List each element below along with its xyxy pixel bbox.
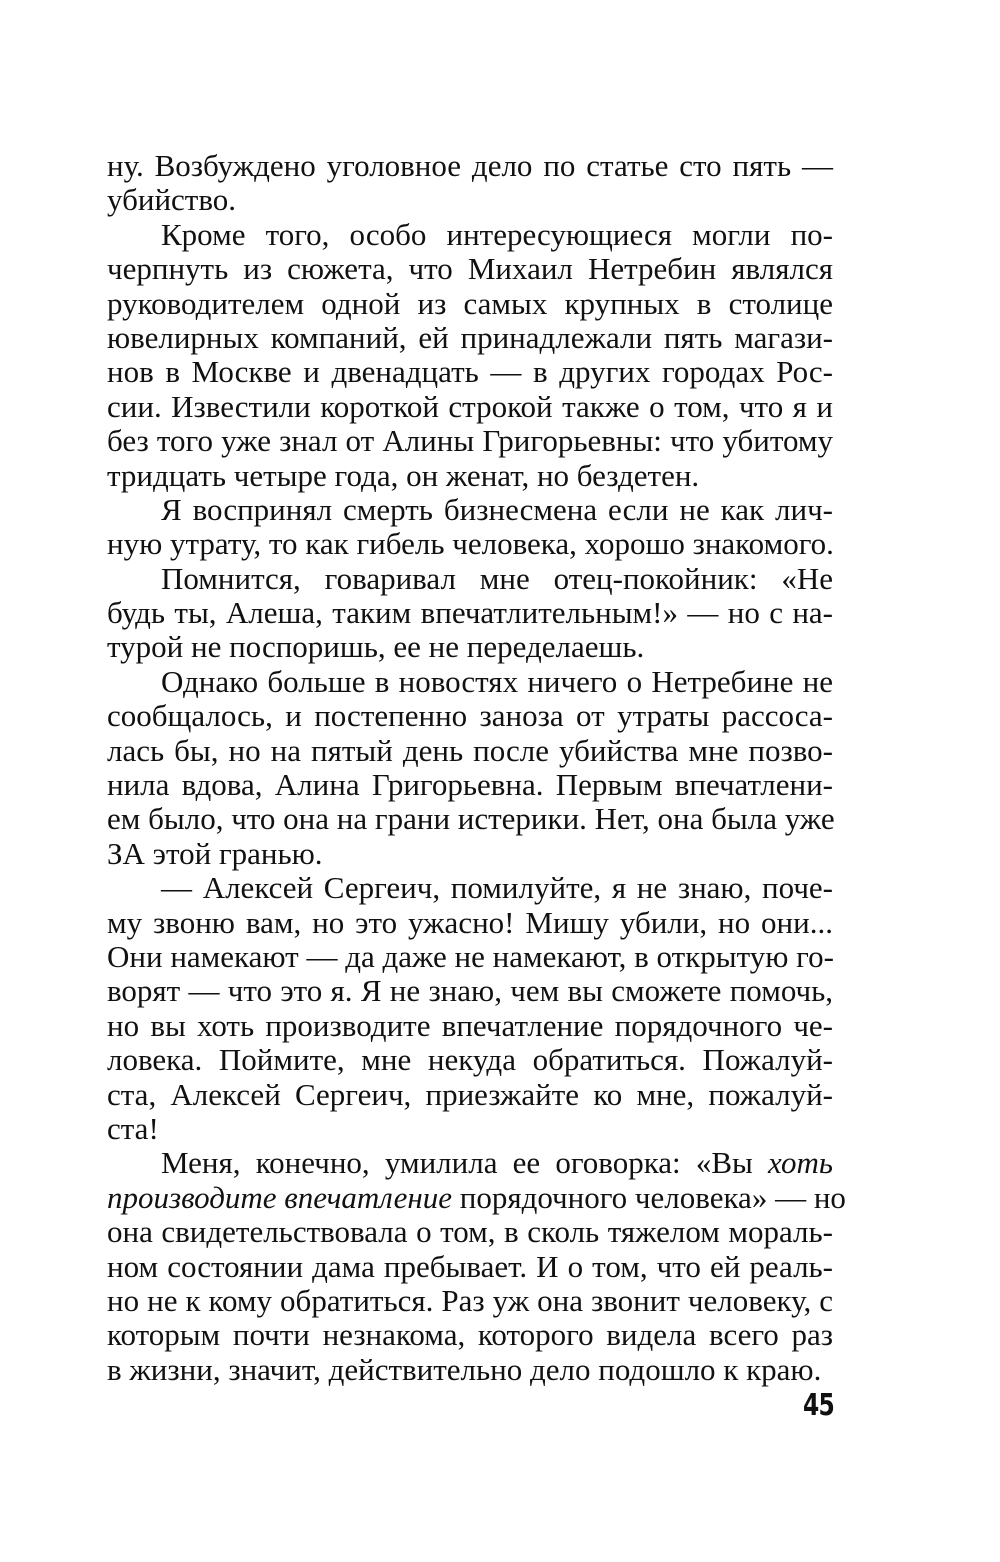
text-span: Я воспринял смерть бизнесмена если не как лич-: [161, 491, 833, 527]
text-span: нила вдова, Алина Григорьевна. Первым впечатлени-: [107, 767, 833, 803]
text-line: [107, 596, 833, 630]
text-line: [107, 1146, 833, 1180]
text-line: [107, 424, 833, 458]
text-line: [107, 906, 833, 940]
text-span: ворят — что это я. Я не знаю, чем вы сможете помочь,: [107, 973, 833, 1009]
text-span: тридцать четыре года, он женат, но бездетен.: [107, 457, 700, 493]
text-line: [107, 1043, 833, 1077]
text-line: [107, 562, 833, 596]
text-span: ловека. Поймите, мне некуда обратиться. Пожалуй-: [107, 1042, 833, 1078]
text-line: [107, 734, 833, 768]
text-span: порядочного человека» — но: [451, 1179, 846, 1215]
text-line: [107, 940, 833, 974]
text-span: ювелирных компаний, ей принадлежали пять магази-: [107, 319, 833, 355]
text-span: Помнится, говаривал мне отец-покойник: «Не: [161, 560, 833, 596]
text-span: ста!: [107, 1110, 159, 1146]
text-span: будь ты, Алеша, таким впечатлительным!» — но с на-: [107, 595, 833, 631]
text-line: [107, 149, 833, 183]
text-span: которым почти незнакома, которого видела всего раз: [107, 1317, 833, 1353]
text-span: руководителем одной из самых крупных в столице: [107, 285, 833, 321]
text-span: но вы хоть производите впечатление порядочного че-: [107, 1007, 833, 1043]
text-line: [107, 1179, 846, 1215]
text-line: [107, 1353, 833, 1387]
text-span: Они намекают — да даже не намекают, в открытую го-: [107, 938, 834, 974]
body-text: [107, 148, 846, 1387]
text-line: [107, 493, 833, 527]
text-span: сии. Известили короткой строкой также о том, что я и: [107, 388, 833, 424]
text-line: [107, 871, 833, 905]
text-line: [107, 1112, 833, 1146]
text-span: сообщалось, и постепенно заноза от утраты рассоса-: [107, 698, 833, 734]
text-line: [107, 287, 833, 321]
text-line: [107, 1078, 833, 1112]
italic-span: хоть: [768, 1145, 833, 1181]
page-number: 45: [802, 1388, 834, 1423]
text-span: в жизни, значит, действительно дело подошло к краю.: [107, 1351, 822, 1387]
text-span: но не к кому обратиться. Раз уж она звонит человеку, с: [107, 1282, 833, 1318]
text-line: [107, 1215, 833, 1249]
text-span: ем было, что она на грани истерики. Нет, она была уже: [107, 801, 835, 837]
text-span: Меня, конечно, умилила ее оговорка: «Вы: [161, 1145, 769, 1181]
text-span: лась бы, но на пятый день после убийства мне позво-: [107, 732, 833, 768]
text-span: ну. Возбуждено уголовное дело по статье сто пять —: [107, 148, 833, 183]
text-line: [107, 1009, 833, 1043]
text-span: ста, Алексей Сергеич, приезжайте ко мне, пожалуй-: [107, 1076, 833, 1112]
text-line: [107, 802, 833, 836]
text-span: она свидетельствовала о том, в сколь тяжелом мораль-: [107, 1214, 833, 1250]
text-line: [107, 527, 833, 561]
text-span: убийство.: [107, 182, 237, 218]
text-line: [107, 837, 833, 871]
text-span: турой не поспоришь, ее не переделаешь.: [107, 629, 645, 665]
text-line: [107, 768, 833, 802]
text-line: [107, 252, 833, 286]
text-span: ном состоянии дама пребывает. И о том, что ей реаль-: [107, 1248, 833, 1284]
text-span: черпнуть из сюжета, что Михаил Нетребин являлся: [107, 251, 833, 287]
text-span: — Алексей Сергеич, помилуйте, я не знаю, поче-: [161, 870, 833, 906]
text-line: [107, 321, 833, 355]
text-line: [107, 459, 833, 493]
text-line: [107, 183, 833, 217]
text-line: [107, 1284, 833, 1318]
text-span: Кроме того, особо интересующиеся могли по-: [161, 216, 833, 252]
text-line: [107, 1250, 833, 1284]
italic-span: производите впечатление: [107, 1179, 452, 1215]
text-line: [107, 630, 833, 664]
text-span: без того уже знал от Алины Григорьевны: что убитому: [107, 423, 833, 459]
text-span: му звоню вам, но это ужасно! Мишу убили, но они...: [107, 904, 833, 940]
text-line: [107, 665, 833, 699]
text-line: [107, 218, 833, 252]
text-span: нов в Москве и двенадцать — в других городах Рос-: [107, 354, 833, 390]
text-line: [107, 699, 833, 733]
text-line: [107, 974, 833, 1008]
text-span: ную утрату, то как гибель человека, хорошо знакомого.: [107, 526, 834, 562]
text-line: [107, 390, 833, 424]
text-line: [107, 1318, 833, 1352]
text-line: [107, 355, 833, 389]
text-span: Однако больше в новостях ничего о Нетребине не: [161, 663, 833, 699]
text-span: ЗА этой гранью.: [107, 835, 323, 871]
